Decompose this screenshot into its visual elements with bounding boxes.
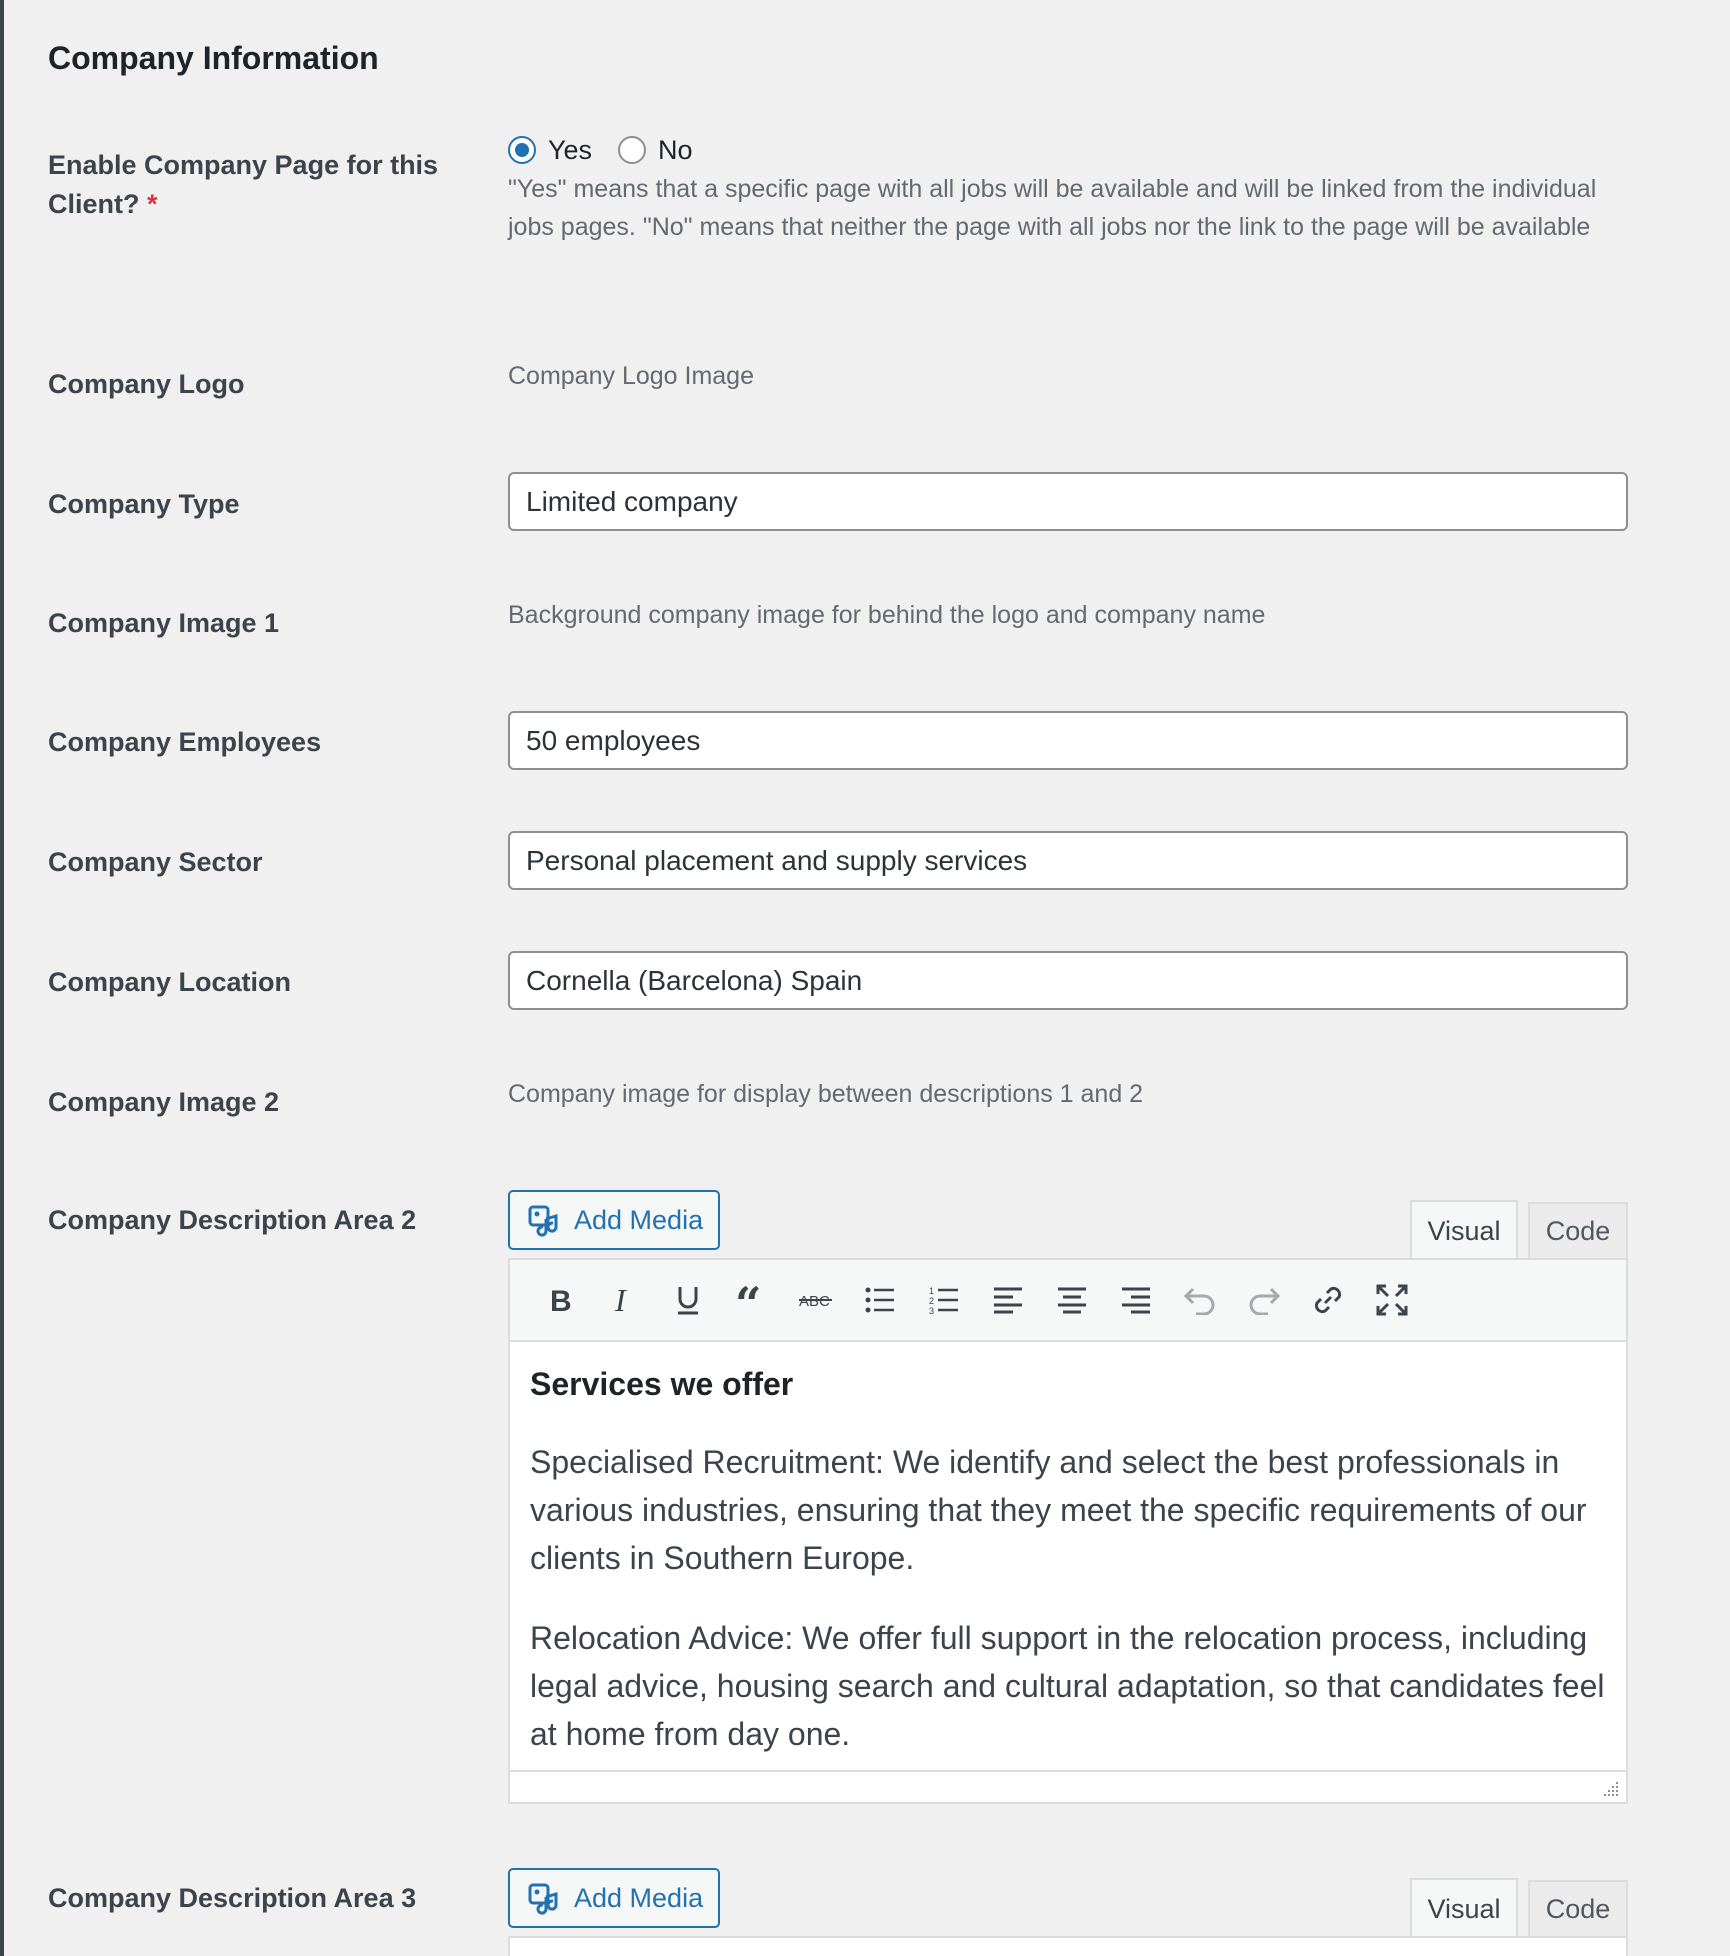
editor-description-2 <box>508 1258 1628 1804</box>
description-2-label: Company Description Area 2 <box>48 1205 417 1235</box>
add-media-button-3[interactable]: Add Media <box>508 1868 720 1928</box>
company-location-input[interactable] <box>508 951 1628 1010</box>
tab-code-2[interactable]: Code <box>1528 1202 1628 1259</box>
add-media-button-2[interactable]: Add Media <box>508 1190 720 1250</box>
blockquote-icon[interactable] <box>720 1272 784 1328</box>
company-logo-help: Company Logo Image <box>508 362 754 390</box>
align-right-icon[interactable] <box>1104 1272 1168 1328</box>
svg-text:2: 2 <box>929 1296 935 1306</box>
company-image-1-help: Background company image for behind the logo and company name <box>508 601 1266 629</box>
underline-icon[interactable] <box>656 1272 720 1328</box>
company-image-1-label: Company Image 1 <box>48 608 280 638</box>
editor-toolbar <box>510 1260 1626 1342</box>
svg-text:1: 1 <box>929 1286 935 1296</box>
radio-yes[interactable] <box>508 136 536 164</box>
company-image-2-label: Company Image 2 <box>48 1087 280 1117</box>
undo-icon[interactable] <box>1168 1272 1232 1328</box>
section-title: Company Information <box>48 40 379 76</box>
tab-code-3[interactable]: Code <box>1528 1880 1628 1937</box>
tab-visual-2[interactable]: Visual <box>1410 1200 1518 1260</box>
company-logo-label: Company Logo <box>48 369 245 399</box>
editor-description-3 <box>508 1936 1628 1956</box>
company-type-input[interactable] <box>508 472 1628 531</box>
editor-content-area[interactable] <box>510 1342 1626 1770</box>
company-employees-input[interactable] <box>508 711 1628 770</box>
svg-text:ABC: ABC <box>799 1293 830 1310</box>
svg-text:B: B <box>550 1285 572 1315</box>
company-employees-label: Company Employees <box>48 727 322 757</box>
editor-statusbar <box>510 1770 1626 1802</box>
tab-visual-3[interactable]: Visual <box>1410 1878 1518 1938</box>
align-center-icon[interactable] <box>1040 1272 1104 1328</box>
enable-page-radio-group <box>508 130 1628 170</box>
company-location-label: Company Location <box>48 967 292 997</box>
add-media-icon <box>528 1203 562 1237</box>
radio-yes-label[interactable]: Yes <box>548 134 593 165</box>
strikethrough-icon[interactable] <box>784 1272 848 1328</box>
admin-sidebar-edge <box>0 0 4 1956</box>
radio-no[interactable] <box>618 136 646 164</box>
bold-icon[interactable] <box>528 1272 592 1328</box>
radio-no-label[interactable]: No <box>658 134 693 165</box>
company-image-2-help: Company image for display between descriptions 1 and 2 <box>508 1080 1144 1108</box>
bulleted-list-icon[interactable] <box>848 1272 912 1328</box>
italic-icon[interactable] <box>592 1272 656 1328</box>
description-3-label: Company Description Area 3 <box>48 1883 417 1913</box>
enable-page-help: "Yes" means that a specific page with all jobs will be available and will be linked from the individual jobs pages. "No" means that neither the page with all jobs nor the link to the page will be available <box>508 175 1597 241</box>
add-media-icon <box>528 1881 562 1915</box>
svg-text:I: I <box>615 1285 626 1315</box>
company-sector-input[interactable] <box>508 831 1628 890</box>
editor-paragraph: Specialised Recruitment: We identify and select the best professionals in various industries, ensuring that they meet the specific requirements of our clients in Southern Europe. <box>530 1444 1587 1576</box>
editor-heading: Services we offer <box>530 1366 794 1402</box>
align-left-icon[interactable] <box>976 1272 1040 1328</box>
company-type-label: Company Type <box>48 489 240 519</box>
company-sector-label: Company Sector <box>48 847 263 877</box>
fullscreen-icon[interactable] <box>1360 1272 1424 1328</box>
svg-text:“: “ <box>735 1286 762 1314</box>
numbered-list-icon[interactable] <box>912 1272 976 1328</box>
enable-page-field <box>508 130 1628 246</box>
editor-paragraph: Relocation Advice: We offer full support in the relocation process, including legal advice, housing search and cultural adaptation, so that candidates feel at home from day one. <box>530 1620 1605 1752</box>
svg-text:3: 3 <box>929 1306 935 1315</box>
link-icon[interactable] <box>1296 1272 1360 1328</box>
enable-page-label: Enable Company Page for this Client? * <box>48 150 439 219</box>
resize-handle-icon[interactable] <box>1602 1780 1620 1798</box>
required-asterisk: * <box>147 189 158 219</box>
redo-icon[interactable] <box>1232 1272 1296 1328</box>
